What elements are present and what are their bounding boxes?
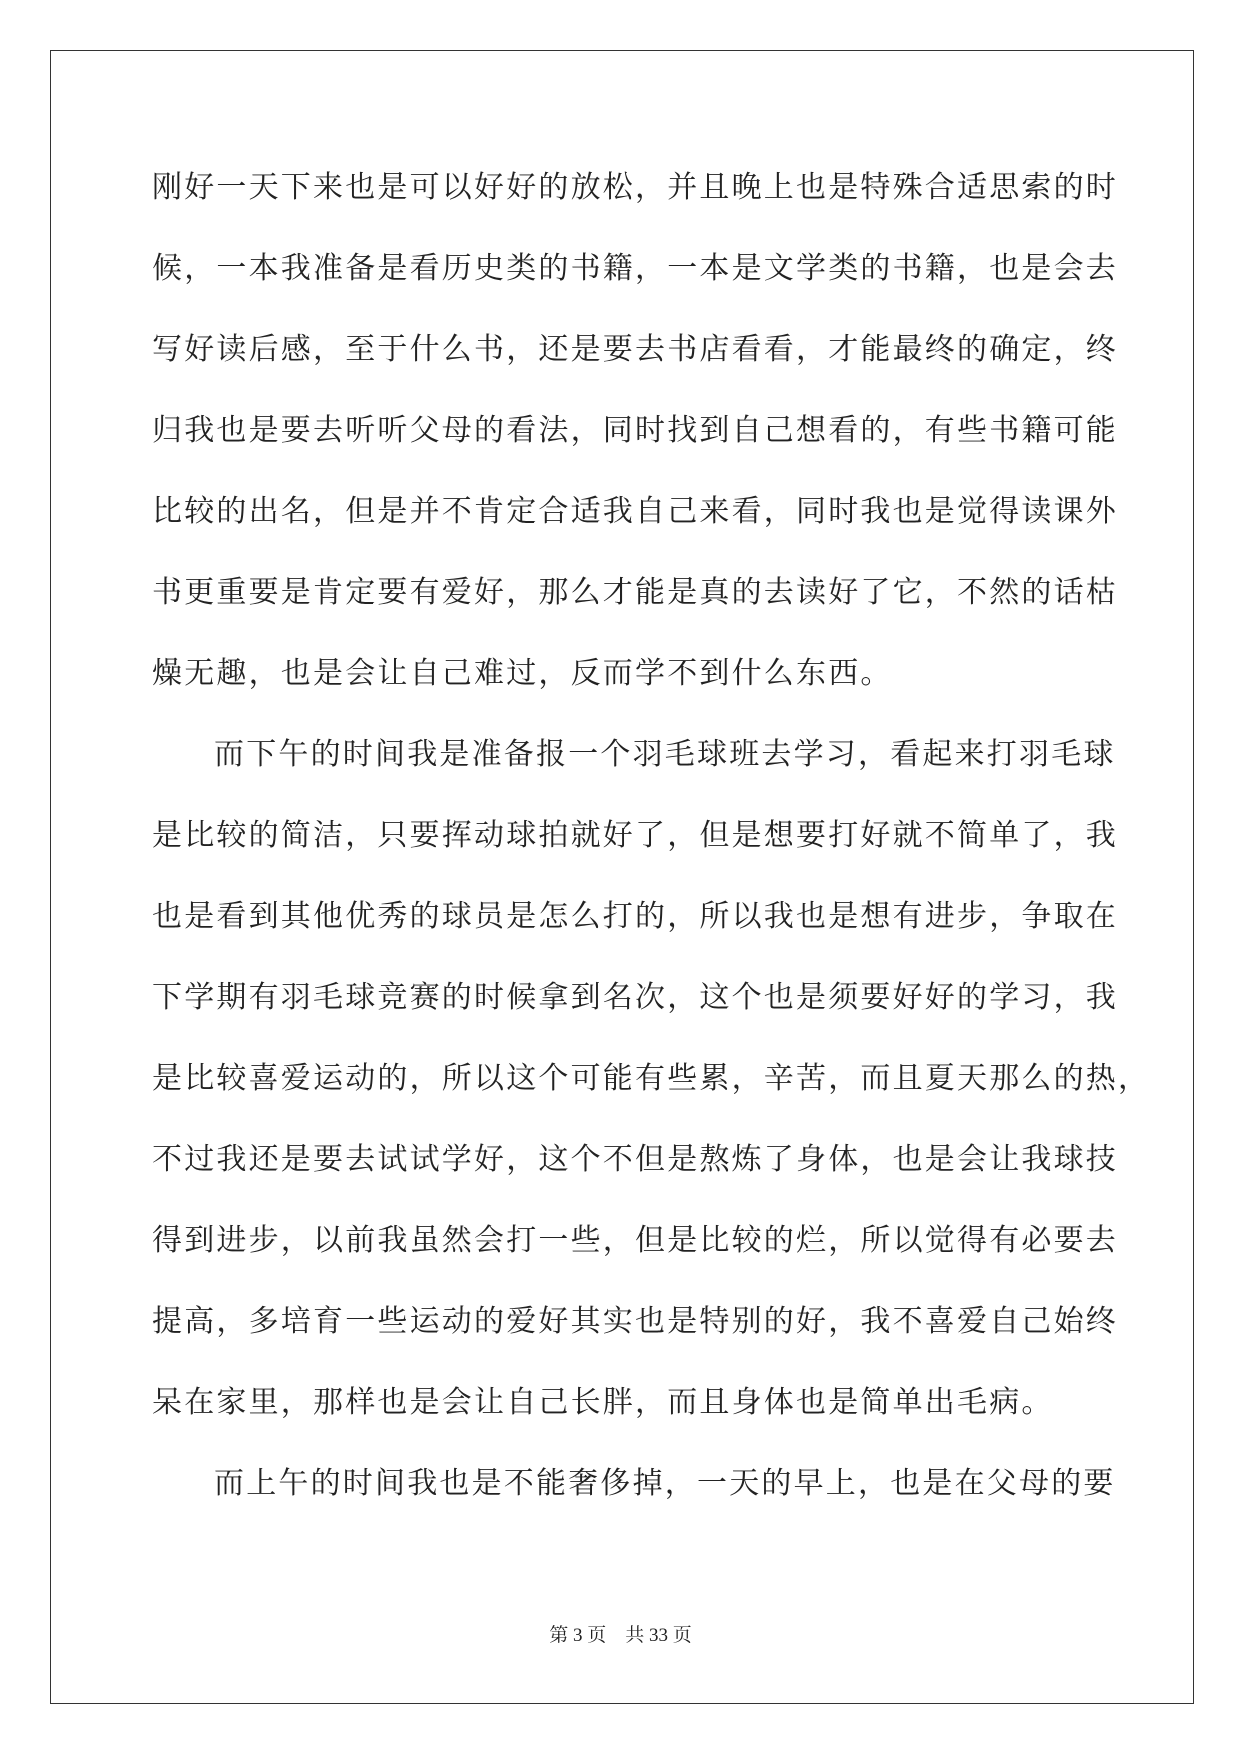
text-line: 是比较喜爱运动的，所以这个可能有些累，辛苦，而且夏天那么的热， [152,1061,1151,1096]
paragraph-start-line: 而上午的时间我也是不能奢侈掉，一天的早上，也是在父母的要 [214,1466,1116,1501]
text-line: 呆在家里，那样也是会让自己长胖，而且身体也是简单出毛病。 [152,1385,1054,1420]
text-line: 刚好一天下来也是可以好好的放松，并且晚上也是特殊合适思索的时 [152,170,1118,205]
text-line: 不过我还是要去试试学好，这个不但是熬炼了身体，也是会让我球技 [152,1142,1118,1177]
text-line: 归我也是要去听听父母的看法，同时找到自己想看的，有些书籍可能 [152,413,1118,448]
text-line: 是比较的简洁，只要挥动球拍就好了，但是想要打好就不简单了，我 [152,818,1118,853]
text-line: 燥无趣，也是会让自己难过，反而学不到什么东西。 [152,656,893,691]
paragraph-start-line: 而下午的时间我是准备报一个羽毛球班去学习，看起来打羽毛球 [214,737,1116,772]
text-line: 书更重要是肯定要有爱好，那么才能是真的去读好了它，不然的话枯 [152,575,1118,610]
page-number: 第 3 页 [549,1625,607,1646]
text-line: 比较的出名，但是并不肯定合适我自己来看，同时我也是觉得读课外 [152,494,1118,529]
page-footer [0,1620,1241,1647]
text-line: 也是看到其他优秀的球员是怎么打的，所以我也是想有进步，争取在 [152,899,1118,934]
text-line: 写好读后感，至于什么书，还是要去书店看看，才能最终的确定，终 [152,332,1118,367]
page-total: 共 33 页 [625,1625,692,1646]
text-line: 提高，多培育一些运动的爱好其实也是特别的好，我不喜爱自己始终 [152,1304,1118,1339]
text-line: 候，一本我准备是看历史类的书籍，一本是文学类的书籍，也是会去 [152,251,1118,286]
document-body [152,160,1151,1537]
text-line: 得到进步，以前我虽然会打一些，但是比较的烂，所以觉得有必要去 [152,1223,1118,1258]
text-line: 下学期有羽毛球竞赛的时候拿到名次，这个也是须要好好的学习，我 [152,980,1118,1015]
